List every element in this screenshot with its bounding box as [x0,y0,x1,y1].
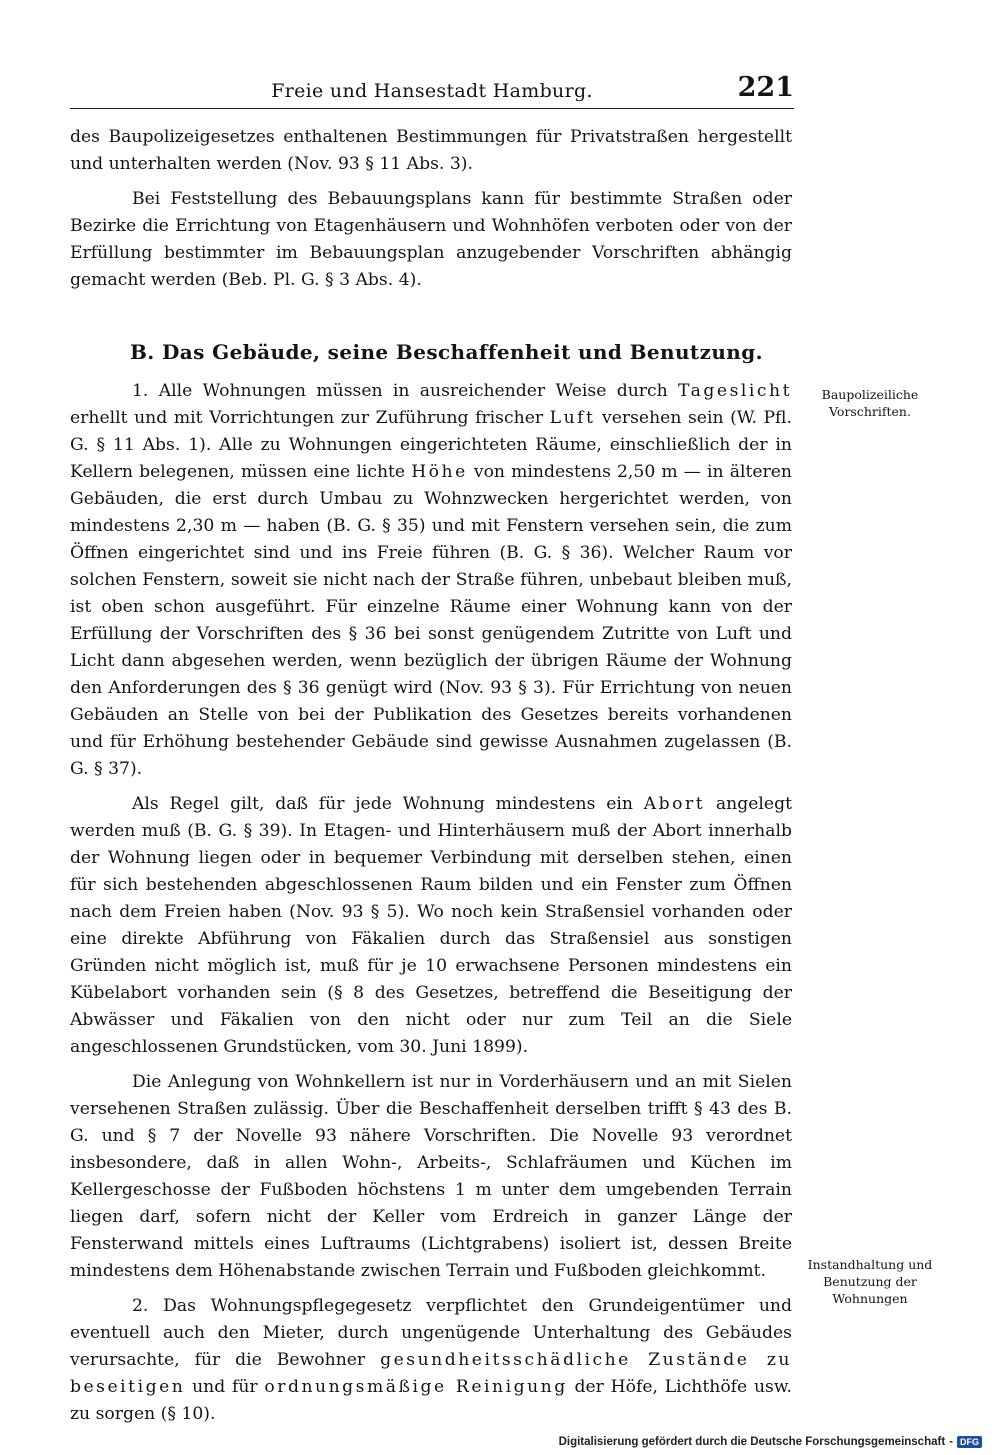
paragraph-3-wohnkeller: Die Anlegung von Wohnkellern ist nur in Vorderhäusern und an mit Sielen versehenen Straßen zulässig. Über die Beschaffenheit derselben trifft § 43 des B. G. und § 7 der Novelle 93 nähere Vorschriften. Die Novelle 93 verordnet insbesondere, daß in allen Wohn-, Arbeits-, Schlafräumen und Küchen im Kellergeschosse der Fußboden höchstens 1 m unter dem umgebenden Terrain liegen darf, sofern nicht der Keller vom Erdreich in ganzer Länge der Fensterwand mittels eines Luftraums (Lichtgrabens) isoliert ist, dessen Breite mindestens dem Höhenabstande zwischen Terrain und Fußboden gleichkommt. [70,1072,792,1281]
emphasis-tageslicht: Tageslicht [678,381,792,401]
emphasis-reinigung: ordnungsmäßige Reinigung [264,1377,568,1397]
section-body [70,378,792,1428]
paragraph-1-light-air [70,378,792,783]
intro-paragraph-bebauungsplan: Bei Feststellung des Bebauungsplans kann für bestimmte Straßen oder Bezirke die Errichtung von Etagenhäusern und Wohnhöfen verboten oder von der Erfüllung bestimmter im Bebauungsplan anzugebender Vorschriften abhängig gemacht werden (Beb. Pl. G. § 3 Abs. 4). [70,189,792,290]
paragraph-4-part-c: der Höfe, Lichthöfe usw. zu sorgen (§ 10). [70,1377,792,1424]
paragraph-1-part-c: versehen sein (W. Pfl. G. § 11 Abs. 1). Alle zu Wohnungen eingerichteten Räume, einschließlich der in Kellern belegenen, müssen eine lichte [70,408,792,482]
marginal-note-baupolizei [775,386,965,420]
section-heading: B. Das Gebäude, seine Beschaffenheit und Benutzung. [130,340,763,364]
paragraph-1-part-a: 1. Alle Wohnungen müssen in ausreichender Weise durch [132,381,679,401]
marginal-note-2-line-1: Instandhaltung und [807,1257,933,1272]
emphasis-luft: Luft [549,408,596,428]
paragraph-4-part-a: 2. Das Wohnungspflegegesetz verpflichtet den Grundeigentümer und eventuell auch den Mieter, durch ungenügende Unterhaltung des Gebäudes verursachte, für die Bewohner [70,1296,792,1370]
running-header [70,72,794,109]
intro-paragraph-continued: des Baupolizeigesetzes enthaltenen Bestimmungen für Privatstraßen hergestellt und unterhalten werden (Nov. 93 § 11 Abs. 3). [70,127,792,174]
emphasis-zustaende: gesundheitsschädliche Zustände zu beseitigen [70,1350,792,1397]
marginal-note-2-line-3: Wohnungen [832,1291,908,1306]
paragraph-4-instandhaltung [70,1293,792,1428]
paragraph-4-part-b: und für [185,1377,265,1397]
digitization-credit: Digitalisierung gefördert durch die Deutsche Forschungsgemeinschaft [558,1436,946,1448]
marginal-note-instandhaltung [775,1256,965,1307]
paragraph-2-part-a: Als Regel gilt, daß für jede Wohnung mindestens ein [132,794,644,814]
running-title: Freie und Hansestadt Hamburg. [271,80,593,102]
digitization-footer: Digitalisierung gefördert durch die Deutsche Forschungsgemeinschaft - DFG [559,1436,982,1448]
paragraph-1-part-d: von mindestens 2,50 m — in älteren Gebäuden, die erst durch Umbau zu Wohnzwecken hergerichtet werden, von mindestens 2,30 m — haben (B. G. § 35) und mit Fenstern versehen sein, die zum Öffnen eingerichtet sind und ins Freie führen (B. G. § 36). Welcher Raum vor solchen Fenstern, soweit sie nicht nach der Straße führen, unbebaut bleiben muß, ist oben schon ausgeführt. Für einzelne Räume einer Wohnung kann von der Erfüllung der Vorschriften des § 36 bei sonst genügendem Zutritte von Luft und Licht dann abgesehen werden, wenn bezüglich der übrigen Räume der Wohnung den Anforderungen des § 36 genügt wird (Nov. 93 § 3). Für Errichtung von neuen Gebäuden an Stelle von bei der Publikation des Gesetzes bereits vorhandenen und für Erhöhung bestehender Gebäude sind gewisse Ausnahmen zugelassen (B. G. § 37). [70,462,792,779]
emphasis-hoehe: Höhe [411,462,468,482]
paragraph-2-part-b: angelegt werden muß (B. G. § 39). In Etagen- und Hinterhäusern muß der Abort innerhalb der Wohnung liegen oder in bequemer Verbindung mit derselben stehen, einen für sich bestehenden abgeschlossenen Raum bilden und ein Fenster zum Öffnen nach dem Freien haben (Nov. 93 § 5). Wo noch kein Straßensiel vorhanden oder eine direkte Abführung von Fäkalien durch das Straßensiel aus sonstigen Gründen nicht möglich ist, muß für je 10 erwachsene Personen mindestens ein Kübelabort vorhanden sein (§ 8 des Gesetzes, betreffend die Beseitigung der Abwässer und Fäkalien von den nicht oder nur zum Teil an die Siele angeschlossenen Grundstücken, vom 30. Juni 1899). [70,794,792,1057]
paragraph-1-part-b: erhellt und mit Vorrichtungen zur Zuführung frischer [70,408,550,428]
intro-block [70,124,792,294]
emphasis-abort: Abort [643,794,706,814]
marginal-note-1-line-2: Vorschriften. [829,404,911,419]
paragraph-2-abort [70,791,792,1061]
page-number: 221 [737,72,794,103]
dfg-logo-icon: DFG [957,1436,982,1448]
marginal-note-2-line-2: Benutzung der [823,1274,917,1289]
marginal-note-1-line-1: Baupolizeiliche [821,387,919,402]
